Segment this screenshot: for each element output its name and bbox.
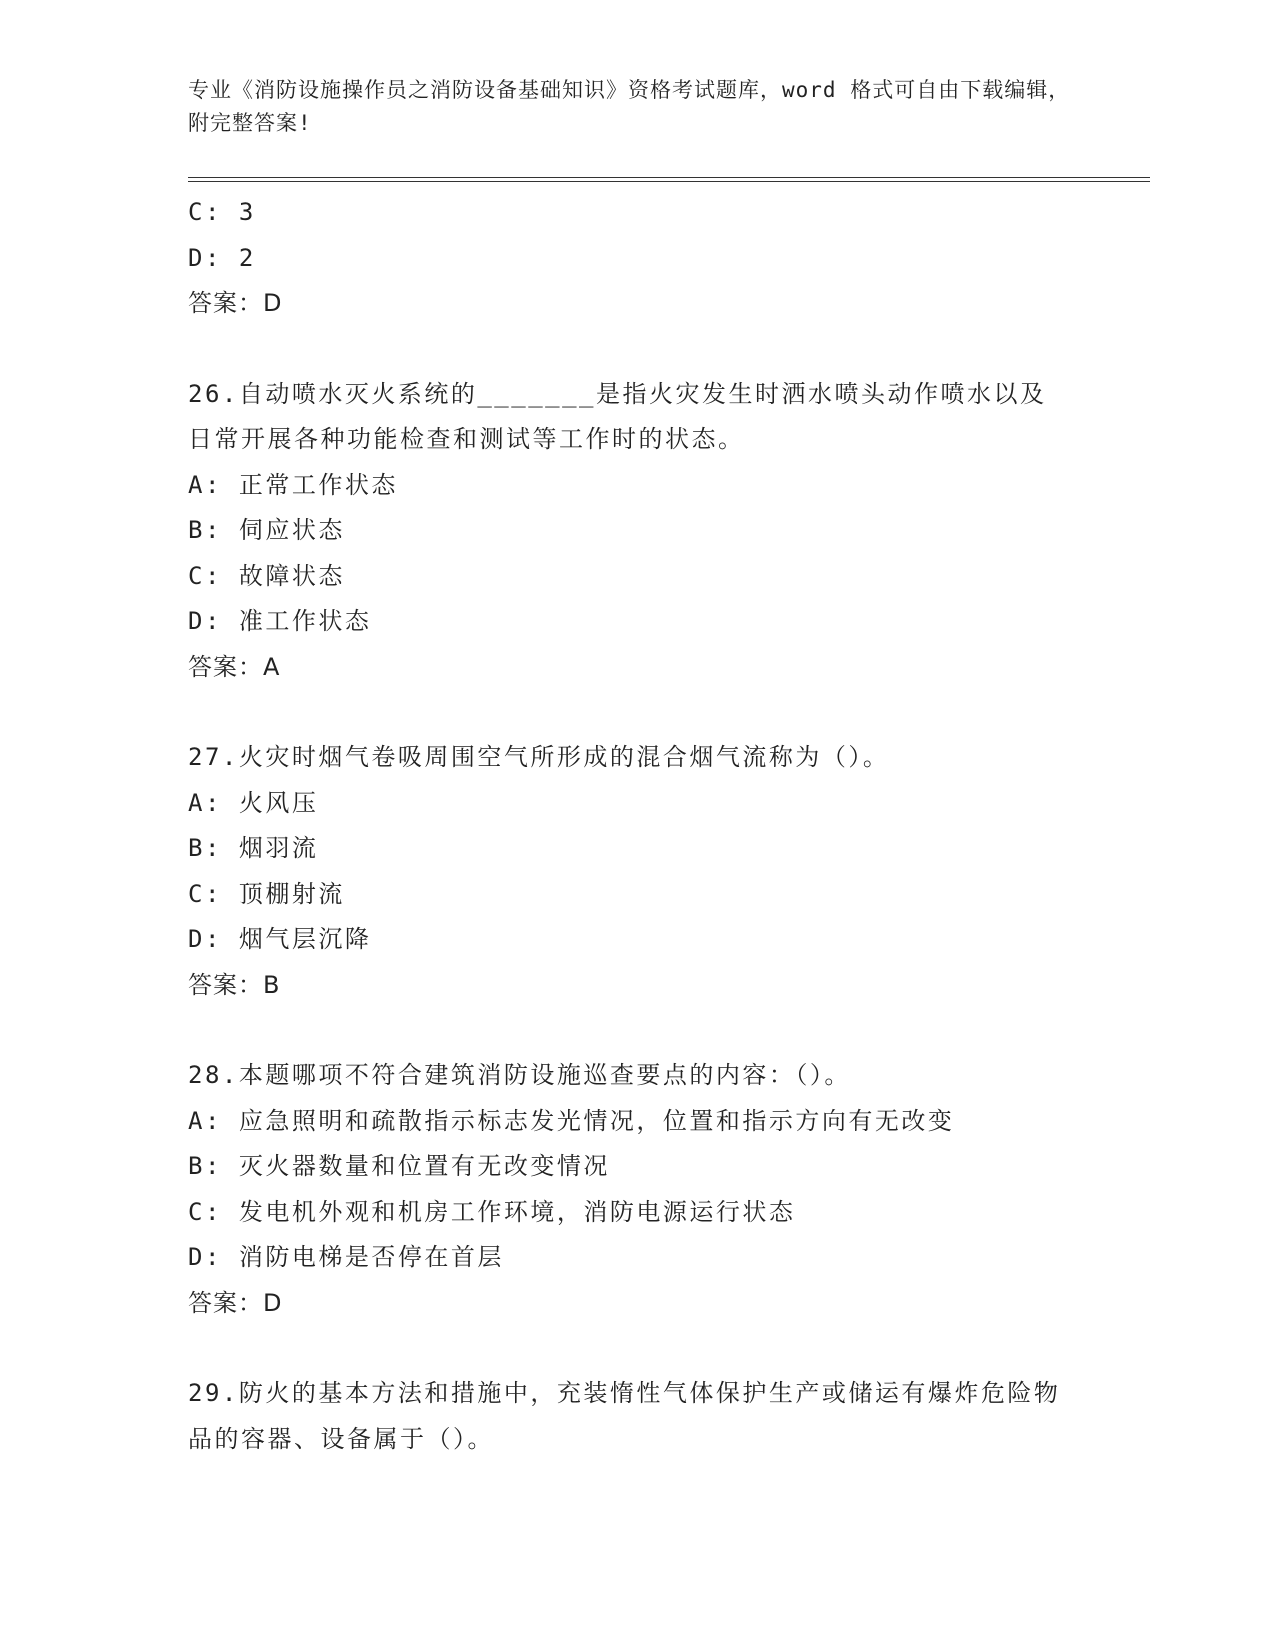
question-stem: 29.防火的基本方法和措施中，充装惰性气体保护生产或储运有爆炸危险物品的容器、设备属于（）。 xyxy=(188,1379,1061,1453)
question-stem: 27.火灾时烟气卷吸周围空气所形成的混合烟气流称为（）。 xyxy=(188,743,890,771)
question-28 xyxy=(188,1053,1148,1326)
option-d: D: 消防电梯是否停在首层 xyxy=(188,1243,504,1271)
previous-question xyxy=(188,190,1148,327)
answer-line: 答案：A xyxy=(188,652,281,681)
option-b: B: 伺应状态 xyxy=(188,516,345,544)
question-stem: 26.自动喷水灭火系统的_______是指火灾发生时洒水喷头动作喷水以及日常开展各种功能检查和测试等工作时的状态。 xyxy=(188,379,1047,453)
question-stem: 28.本题哪项不符合建筑消防设施巡查要点的内容：（）。 xyxy=(188,1061,851,1089)
option-c: C: 故障状态 xyxy=(188,561,345,590)
question-27 xyxy=(188,735,1148,1008)
answer-line: 答案：B xyxy=(188,970,281,999)
option-b: B: 灭火器数量和位置有无改变情况 xyxy=(188,1152,610,1180)
option-a: A: 应急照明和疏散指示标志发光情况，位置和指示方向有无改变 xyxy=(188,1106,955,1135)
option-b: B: 烟羽流 xyxy=(188,834,319,862)
question-26 xyxy=(188,372,1148,691)
answer-line: 答案：D xyxy=(188,1288,283,1317)
document-header: 专业《消防设施操作员之消防设备基础知识》资格考试题库，word 格式可自由下载编辑，附完整答案! xyxy=(188,78,1071,135)
option-c: C: 顶棚射流 xyxy=(188,879,345,908)
question-list xyxy=(188,190,1148,1462)
option-c: C: 3 xyxy=(188,198,256,226)
answer-line: 答案：D xyxy=(188,289,283,317)
option-a: A: 火风压 xyxy=(188,788,319,817)
option-c: C: 发电机外观和机房工作环境，消防电源运行状态 xyxy=(188,1197,796,1226)
option-d: D: 烟气层沉降 xyxy=(188,925,372,953)
header-divider xyxy=(188,177,1150,182)
option-a: A: 正常工作状态 xyxy=(188,470,398,499)
question-29 xyxy=(188,1371,1148,1462)
option-d: D: 2 xyxy=(188,243,256,272)
option-d: D: 准工作状态 xyxy=(188,607,372,635)
